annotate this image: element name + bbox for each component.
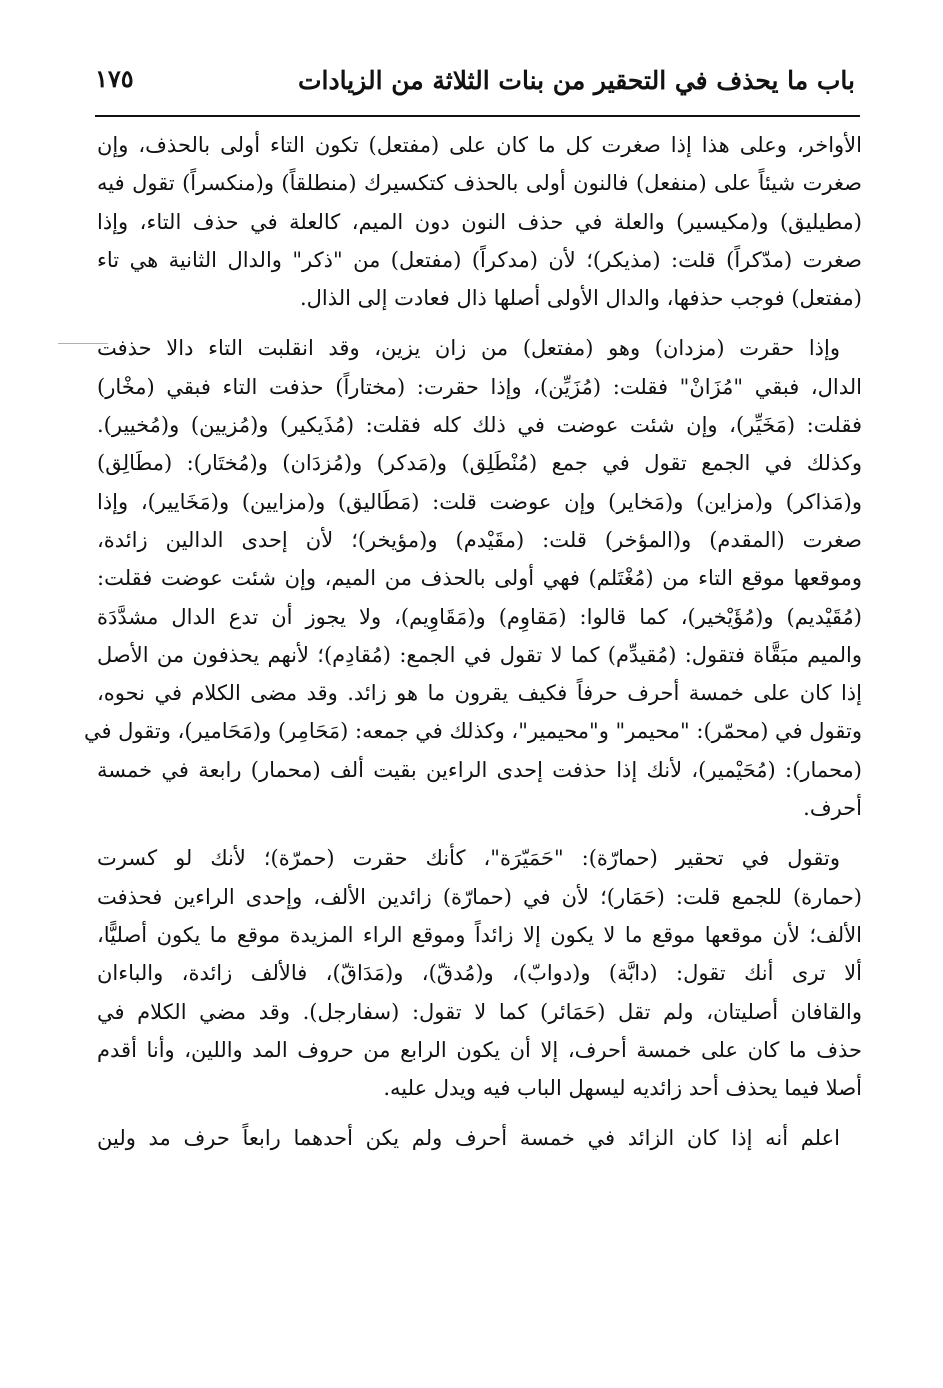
text-line: و(مَذاكر) و(مزاين) و(مَخاير) وإن عوضت قلت: (مَطَاليق) و(مزايين) و(مَخَايير)، وإذا: [97, 489, 862, 514]
text-line: (مُقَيْديم) و(مُؤَيْخير)، كما قالوا: (مَقاوِم) و(مَقَاوِيم)، ولا يجوز أن تدع الدال مشدَّدَة: [97, 604, 862, 629]
text-line: أحرف.: [803, 796, 862, 821]
text-line: اعلم أنه إذا كان الزائد في خمسة أحرف ولم يكن أحدهما رابعاً حرف مد ولين: [97, 1126, 840, 1151]
header-rule: [95, 115, 860, 117]
body-text: [83, 126, 862, 1158]
text-line: وتقول في (محمّر): "محيمر" و"محيمير"، وكذلك في جمعه: (مَحَامِر) و(مَحَامير)، وتقول في: [83, 719, 862, 744]
running-head: باب ما يحذف في التحقير من بنات الثلاثة من الزيادات: [297, 66, 855, 95]
paragraph-3: [97, 839, 862, 1107]
text-line: ألا ترى أنك تقول: (دابَّة) و(دوابّ)، و(مُدقّ)، و(مَدَاقّ)، فالألف زائدة، والباءان: [97, 961, 862, 986]
text-line: وتقول في تحقير (حمارّة): "حَمَيّرَة"، كأنك حقرت (حمرّة)؛ لأنك لو كسرت: [97, 846, 840, 871]
text-line: (حمارة) للجمع قلت: (حَمَار)؛ لأن في (حمارّة) زائدين الألف، وإحدى الراءين فحذفت: [97, 884, 862, 909]
text-line: (مفتعل) فوجب حذفها، والدال الأولى أصلها ذال فعادت إلى الذال.: [299, 286, 862, 311]
text-line: وإذا حقرت (مزدان) وهو (مفتعل) من زان يزين، وقد انقلبت التاء دالا حذفت: [97, 336, 840, 361]
paragraph-1: [97, 126, 862, 317]
text-line: الأواخر، وعلى هذا إذا صغرت كل ما كان على (مفتعل) تكون التاء أولى بالحذف، وإن: [97, 133, 862, 157]
text-line: صغرت شيئاً على (منفعل) فالنون أولى بالحذف كتكسيرك (منطلقاً) و(منكسراً) تقول فيه: [97, 171, 862, 196]
text-line: وموقعها موقع التاء من (مُغْتَلم) فهي أولى بالحذف من الميم، وإن شئت عوضت فقلت:: [97, 566, 862, 591]
text-line: فقلت: (مَخَيِّر)، وإن شئت عوضت في ذلك كله فقلت: (مُذَيكير) و(مُزيين) و(مُخيير).: [97, 413, 862, 438]
text-line: الدال، فبقي "مُزَانْ" فقلت: (مُزَيِّن)، وإذا حقرت: (مختاراً) حذفت التاء فبقي (مخْار): [97, 374, 862, 399]
text-line: (مطيليق) و(مكيسير) والعلة في حذف النون دون الميم، كالعلة في حذف التاء، وإذا: [97, 209, 862, 234]
text-line: أصلا فيما يحذف أحد زائديه ليسهل الباب فيه ويدل عليه.: [383, 1076, 862, 1101]
text-line: الألف؛ لأن موقعها موقع ما لا يكون إلا زائداً وموقع الراء المزيدة موقع ما يكون أصليًّا،: [97, 922, 862, 947]
text-line: حذف ما كان على خمسة أحرف، إلا أن يكون الرابع من حروف المد واللين، وأنا أقدم: [97, 1037, 862, 1062]
paragraph-2: [83, 329, 862, 827]
text-line: صغرت (مدّكراً) قلت: (مذيكر)؛ لأن (مدكراً) (مفتعل) من "ذكر" والدال الثانية هي تاء: [97, 247, 862, 272]
text-line: وكذلك في الجمع تقول في جمع (مُنْطَلِق) و(مَدكر) و(مُزدَان) و(مُختَار): (مطَالِق): [97, 451, 862, 476]
text-line: والقافان أصليتان، ولم تقل (حَمَائر) كما لا تقول: (سفارجل). وقد مضي الكلام في: [97, 999, 862, 1024]
text-line: (محمار): (مُحَيْمير)، لأنك إذا حذفت إحدى الراءين بقيت ألف (محمار) رابعة في خمسة: [97, 757, 862, 782]
paragraph-4: [97, 1119, 862, 1157]
page-number: ١٧٥: [95, 64, 134, 93]
text-line: صغرت (المقدم) و(المؤخر) قلت: (مقَيْدم) و(مؤيخر)؛ لأن إحدى الدالين زائدة،: [97, 527, 862, 552]
text-line: والميم مبَقَّاة فتقول: (مُقيدِّم) كما لا تقول في الجمع: (مُقادِم)؛ لأنهم يحذفون من الأصل: [97, 642, 862, 667]
text-line: إذا كان على خمسة أحرف حرفاً فكيف يقرون ما هو زائد. وقد مضى الكلام في نحوه،: [97, 681, 862, 706]
page-header: [95, 62, 855, 114]
